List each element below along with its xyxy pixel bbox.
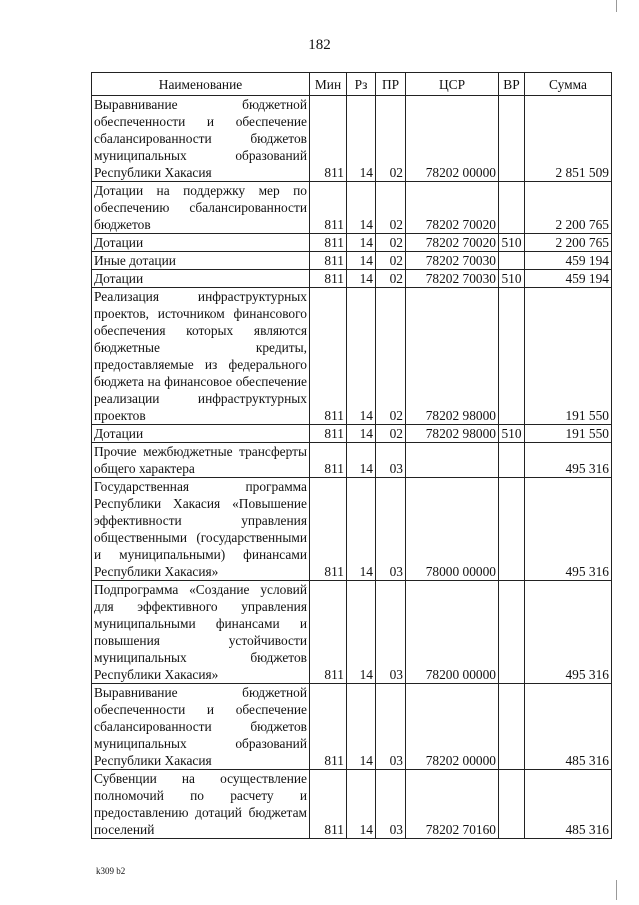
row-vr: [499, 478, 525, 581]
row-csr: [406, 443, 499, 478]
row-csr: 78202 70030: [406, 270, 499, 288]
table-row: [92, 270, 612, 288]
row-sum: 495 316: [525, 581, 612, 684]
header-sum: Сумма: [525, 73, 612, 96]
row-name: Прочие межбюджетные трансферты общего характера: [92, 443, 310, 478]
row-rz: 14: [347, 443, 376, 478]
budget-table: [91, 72, 612, 839]
row-rz: 14: [347, 581, 376, 684]
row-rz: 14: [347, 270, 376, 288]
row-min: 811: [310, 770, 347, 839]
row-vr: [499, 684, 525, 770]
row-sum: 495 316: [525, 478, 612, 581]
table-row: [92, 478, 612, 581]
row-pr: 03: [376, 581, 406, 684]
row-pr: 02: [376, 182, 406, 234]
row-min: 811: [310, 270, 347, 288]
row-rz: 14: [347, 684, 376, 770]
row-pr: 02: [376, 288, 406, 425]
row-rz: 14: [347, 182, 376, 234]
row-rz: 14: [347, 288, 376, 425]
header-name: Наименование: [92, 73, 310, 96]
table-row: [92, 425, 612, 443]
row-sum: 191 550: [525, 425, 612, 443]
header-rz: Рз: [347, 73, 376, 96]
row-sum: 495 316: [525, 443, 612, 478]
row-vr: [499, 443, 525, 478]
row-vr: [499, 581, 525, 684]
row-min: 811: [310, 478, 347, 581]
row-sum: 191 550: [525, 288, 612, 425]
row-vr: 510: [499, 270, 525, 288]
row-min: 811: [310, 96, 347, 182]
row-min: 811: [310, 288, 347, 425]
row-pr: 03: [376, 684, 406, 770]
row-vr: [499, 770, 525, 839]
table-row: [92, 234, 612, 252]
page-number: 182: [308, 37, 331, 53]
row-pr: 02: [376, 234, 406, 252]
row-vr: [499, 96, 525, 182]
row-rz: 14: [347, 425, 376, 443]
row-min: 811: [310, 443, 347, 478]
row-sum: 485 316: [525, 770, 612, 839]
table-row: [92, 770, 612, 839]
row-vr: [499, 252, 525, 270]
row-pr: 03: [376, 478, 406, 581]
row-csr: 78202 00000: [406, 684, 499, 770]
row-min: 811: [310, 182, 347, 234]
row-name: Дотации: [92, 270, 310, 288]
header-vr: ВР: [499, 73, 525, 96]
row-csr: 78202 70020: [406, 234, 499, 252]
row-min: 811: [310, 581, 347, 684]
row-csr: 78000 00000: [406, 478, 499, 581]
row-name: Дотации: [92, 234, 310, 252]
row-name: Дотации: [92, 425, 310, 443]
row-min: 811: [310, 425, 347, 443]
table-row: [92, 288, 612, 425]
row-vr: 510: [499, 425, 525, 443]
row-name: Государственная программа Республики Хакасия «Повышение эффективности управления общественными (государственными и муниципальными) финансами Республики Хакасия»: [92, 478, 310, 581]
row-name: Субвенции на осуществление полномочий по расчету и предоставлению дотаций бюджетам поселений: [92, 770, 310, 839]
row-pr: 02: [376, 425, 406, 443]
table-row: [92, 443, 612, 478]
row-csr: 78202 70020: [406, 182, 499, 234]
row-name: Подпрограмма «Создание условий для эффективного управления муниципальными финансами и повышения устойчивости муниципальных бюджетов Республики Хакасия»: [92, 581, 310, 684]
row-pr: 02: [376, 252, 406, 270]
row-name: Выравнивание бюджетной обеспеченности и обеспечение сбалансированности бюджетов муниципальных образований Республики Хакасия: [92, 684, 310, 770]
row-name: Реализация инфраструктурных проектов, источником финансового обеспечения которых являются бюджетные кредиты, предоставляемые из федерального бюджета на финансовое обеспечение реализации инфраструктурных проектов: [92, 288, 310, 425]
table-row: [92, 581, 612, 684]
table-header-row: [92, 73, 612, 96]
row-csr: 78202 98000: [406, 288, 499, 425]
row-rz: 14: [347, 770, 376, 839]
header-min: Мин: [310, 73, 347, 96]
scan-edge-mark: [616, 0, 617, 12]
row-vr: 510: [499, 234, 525, 252]
row-rz: 14: [347, 252, 376, 270]
header-pr: ПР: [376, 73, 406, 96]
row-pr: 02: [376, 96, 406, 182]
table-row: [92, 684, 612, 770]
row-sum: 459 194: [525, 270, 612, 288]
row-rz: 14: [347, 478, 376, 581]
table-row: [92, 182, 612, 234]
row-csr: 78202 70160: [406, 770, 499, 839]
row-vr: [499, 182, 525, 234]
table-row: [92, 96, 612, 182]
row-pr: 03: [376, 443, 406, 478]
row-csr: 78200 00000: [406, 581, 499, 684]
header-csr: ЦСР: [406, 73, 499, 96]
row-sum: 485 316: [525, 684, 612, 770]
row-rz: 14: [347, 96, 376, 182]
row-csr: 78202 98000: [406, 425, 499, 443]
row-name: Выравнивание бюджетной обеспеченности и обеспечение сбалансированности бюджетов муниципальных образований Республики Хакасия: [92, 96, 310, 182]
row-name: Дотации на поддержку мер по обеспечению сбалансированности бюджетов: [92, 182, 310, 234]
row-sum: 2 200 765: [525, 234, 612, 252]
row-min: 811: [310, 252, 347, 270]
row-sum: 2 851 509: [525, 96, 612, 182]
row-name: Иные дотации: [92, 252, 310, 270]
scan-edge-mark: [616, 880, 617, 900]
row-vr: [499, 288, 525, 425]
row-min: 811: [310, 684, 347, 770]
row-sum: 459 194: [525, 252, 612, 270]
row-csr: 78202 00000: [406, 96, 499, 182]
row-pr: 02: [376, 270, 406, 288]
row-csr: 78202 70030: [406, 252, 499, 270]
table-row: [92, 252, 612, 270]
row-sum: 2 200 765: [525, 182, 612, 234]
footer-code: k309 b2: [96, 866, 126, 876]
row-min: 811: [310, 234, 347, 252]
row-rz: 14: [347, 234, 376, 252]
row-pr: 03: [376, 770, 406, 839]
